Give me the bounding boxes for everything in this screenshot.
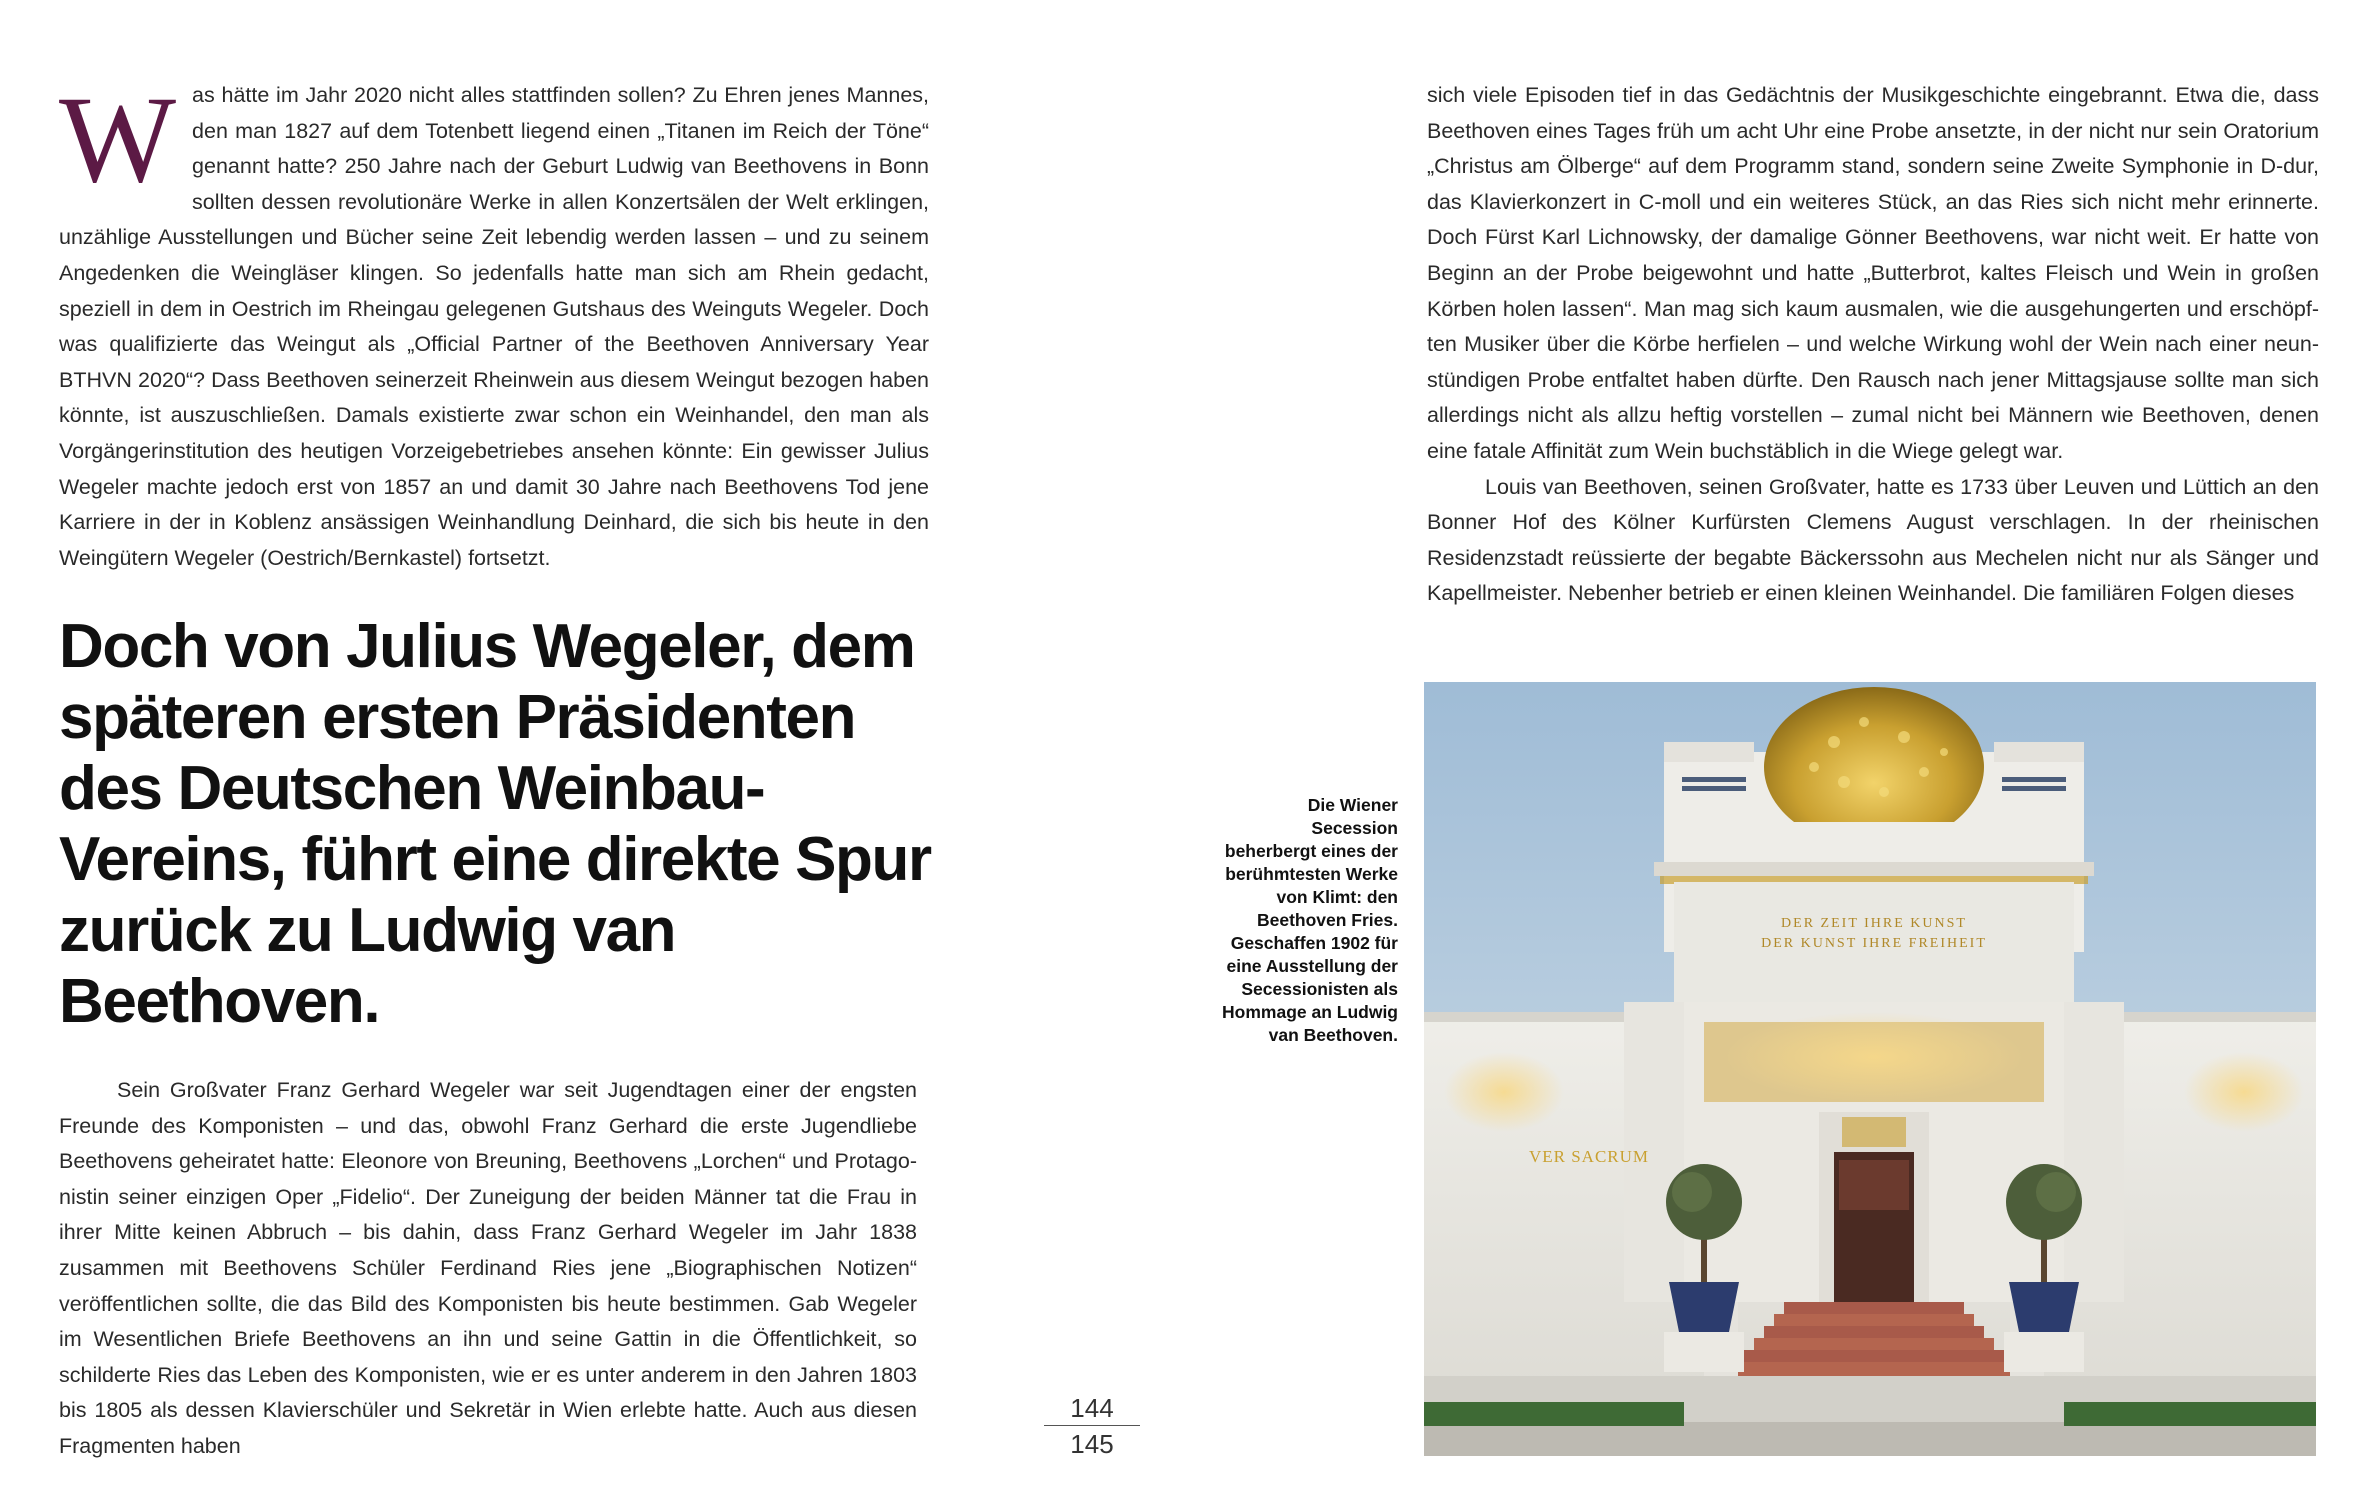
pull-quote: Doch von Julius Wegeler, dem späteren ersten Präsidenten des Deutschen Weinbau-Vereins, führt eine direkte Spur zurück zu Ludwig van Beethoven.	[59, 612, 931, 1036]
body-paragraph-left	[59, 1073, 917, 1465]
secession-photo	[1424, 682, 2316, 1456]
photo-caption: Die Wiener Secession beherbergt eines der berühmtesten Werke von Klimt: den Beethoven Fries. Geschaffen 1902 für eine Ausstellung der Secessionisten als Hommage an Ludwig van Beethoven.	[1222, 795, 1398, 1045]
page-number-left: 144	[1070, 1393, 1114, 1423]
hedge-right	[2064, 1402, 2316, 1426]
hedge-left	[1424, 1402, 1684, 1426]
page-number-divider	[1044, 1425, 1140, 1426]
body-paragraph-right	[1427, 78, 2319, 612]
intro-paragraph: as hätte im Jahr 2020 nicht alles stattfinden sollen? Zu Ehren jenes Mannes, den man 1827 auf dem Totenbett liegend einen „Titanen im Reich der Töne“ genannt hatte? 250 Jahre nach der Geburt Ludwig van Beethovens in Bonn sollten dessen revolutionäre Werke in allen Konzertsälen der Welt erklingen, unzählige Ausstellungen und Bücher seine Zeit lebendig werden lassen – und zu seinem Angedenken die Weingläser klingen. So jedenfalls hatte man sich am Rhein gedacht, speziell in dem in Oestrich im Rheingau gelegenen Gutshaus des Weinguts Wegeler. Doch was qualifizierte das Weingut als „Official Partner of the Beethoven Anniversary Year BTHVN 2020“? Dass Beethoven seinerzeit Rheinwein aus diesem Weingut bezogen haben könnte, ist auszuschließen. Damals existierte zwar schon ein Weinhandel, den man als Vorgängerinstitution des heutigen Vorzeigebetriebes ansehen könnte: Ein gewisser Julius Wegeler machte jedoch erst von 1857 an und damit 30 Jahre nach Beethovens Tod jene Karriere in der in Koblenz ansässigen Weinhandlung Deinhard, die sich bis heute in den Weingütern Wegeler (Oestrich/Bernkastel) fortsetzt.	[59, 83, 929, 570]
intro-paragraph-block	[59, 71, 929, 576]
page-number-right: 145	[1070, 1429, 1114, 1459]
paragraph-wegeler: Sein Großvater Franz Gerhard Wegeler war seit Jugendtagen einer der engsten Freunde des Komponisten – und das, obwohl Franz Gerhard die erste Jugendliebe Beethovens geheiratet hatte: Eleonore von Breuning, Beethovens „Lorchen“ und Protagonistin seiner einzigen Oper „Fidelio“. Der Zuneigung der beiden Männer tat die Frau in ihrer Mitte keinen Abbruch – bis dahin, dass Franz Gerhard Wegeler im Jahr 1838 zusammen mit Beethovens Schüler Ferdinand Ries jene „Biographischen Notizen“ veröffentlichen sollte, die das Bild des Komponisten bis heute bestimmen. Gab Wegeler im Wesentlichen Briefe Beethovens an ihn und seine Gattin in die Öffentlichkeit, so schilderte Ries das Leben des Komponisten, wie er es unter anderem in den Jahren 1803 bis 1805 als dessen Klavierschüler und Sekretär in Wien erlebte hatte. Auch aus diesen Fragmenten haben	[59, 1078, 917, 1458]
paragraph-rehearsal: sich viele Episoden tief in das Gedächtnis der Musikgeschichte eingebrannt. Etwa die, dass Beethoven eines Tages früh um acht Uhr eine Probe ansetzte, in der nicht nur sein Oratorium „Christus am Ölberge“ auf dem Programm stand, sondern seine Zweite Symphonie in D-dur, das Klavierkonzert in C-moll und ein weiteres Stück, an das Ries sich nicht mehr erinnerte. Doch Fürst Karl Lichnowsky, der damalige Gönner Beethovens, war nicht weit. Er hatte von Beginn an der Probe beigewohnt und hatte „Butterbrot, kaltes Fleisch und Wein in großen Körben holen lassen“. Man mag sich kaum ausmalen, wie die ausgehungerten und erschöpften Musiker über die Körbe herfielen – und welche Wirkung wohl der Wein nach einer neunstündigen Probe entfaltet haben dürfte. Den Rausch nach jener Mittagsjause sollte man sich allerdings nicht als allzu heftig vorstellen – zumal nicht bei Männern wie Beethoven, denen eine fatale Affinität zum Wein buchstäblich in die Wiege gelegt war.	[1427, 83, 2319, 463]
inscription-bottom: DER KUNST IHRE FREIHEIT	[1761, 936, 1987, 951]
ver-sacrum-text: VER SACRUM	[1528, 1147, 1650, 1166]
drop-cap: W	[59, 71, 177, 208]
inscription-top: DER ZEIT IHRE KUNST	[1781, 916, 1967, 931]
secession-building-illustration	[1424, 682, 2316, 1456]
paragraph-louis: Louis van Beethoven, seinen Großvater, hatte es 1733 über Leuven und Lüttich an den Bonner Hof des Kölner Kurfürsten Clemens August verschlagen. In der rheinischen Residenzstadt reüssierte der begabte Bäckerssohn aus Mechelen nicht nur als Sänger und Kapellmeister. Nebenher betrieb er einen kleinen Weinhandel. Die familiären Folgen dieses	[1427, 474, 2319, 606]
